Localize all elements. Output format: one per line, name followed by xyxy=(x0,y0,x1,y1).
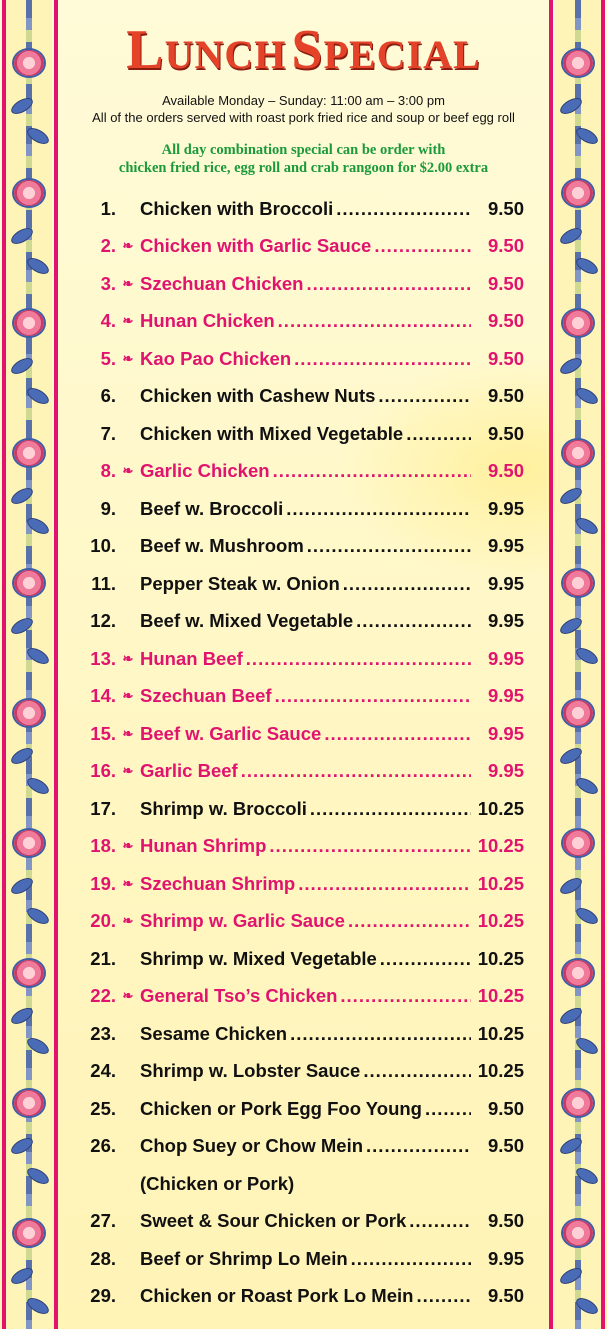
menu-item xyxy=(78,828,524,866)
item-price: 10.25 xyxy=(477,835,524,857)
menu-item xyxy=(78,978,524,1016)
dot-leader xyxy=(294,348,471,370)
flower-ornament xyxy=(14,1090,44,1116)
chili-icon: ❧ xyxy=(122,988,134,1004)
item-name: Chicken with Cashew Nuts xyxy=(140,385,376,407)
item-name: Chicken with Mixed Vegetable xyxy=(140,422,404,444)
dot-leader xyxy=(416,1285,471,1307)
title-letter: S xyxy=(291,19,324,81)
title-letter: L xyxy=(126,19,165,81)
dot-leader xyxy=(298,873,471,895)
chili-icon: ❧ xyxy=(122,313,134,329)
item-number: 5. xyxy=(100,347,116,369)
item-price: 9.95 xyxy=(487,497,524,519)
menu-item xyxy=(78,415,524,453)
chili-icon: ❧ xyxy=(122,838,134,854)
dot-leader xyxy=(351,1248,471,1270)
item-name: Garlic Chicken xyxy=(140,460,270,482)
item-price: 10.25 xyxy=(477,947,524,969)
menu-item xyxy=(78,1015,524,1053)
flower-ornament xyxy=(14,1220,44,1246)
item-number: 23. xyxy=(90,1022,116,1044)
right-decorative-border xyxy=(555,0,601,1329)
item-number: 1. xyxy=(100,197,116,219)
item-number: 22. xyxy=(90,985,116,1007)
item-price: 9.95 xyxy=(487,572,524,594)
item-subtitle: (Chicken or Pork) xyxy=(140,1172,295,1194)
chili-icon: ❧ xyxy=(122,725,134,741)
menu-item xyxy=(78,190,524,228)
flower-ornament xyxy=(563,1220,593,1246)
left-decorative-border xyxy=(6,0,52,1329)
item-name: Chicken or Pork Egg Foo Young xyxy=(140,1097,422,1119)
menu-item xyxy=(78,790,524,828)
item-number: 7. xyxy=(100,422,116,444)
dot-leader xyxy=(343,573,471,595)
combo-line-2: chicken fried rice, egg roll and crab rangoon for $2.00 extra xyxy=(118,160,489,176)
item-number: 2. xyxy=(100,235,116,257)
item-price: 9.95 xyxy=(487,610,524,632)
item-price: 9.95 xyxy=(487,535,524,557)
title-part: UNCH xyxy=(164,32,287,77)
menu-item xyxy=(78,265,524,303)
dot-leader xyxy=(306,273,471,295)
menu-item xyxy=(78,753,524,791)
availability-info xyxy=(0,92,607,126)
item-price: 9.50 xyxy=(487,347,524,369)
item-number: 9. xyxy=(100,497,116,519)
item-number: 28. xyxy=(90,1247,116,1269)
item-number: 12. xyxy=(90,610,116,632)
item-name: Szechuan Beef xyxy=(140,685,272,707)
chili-icon: ❧ xyxy=(122,650,134,666)
dot-leader xyxy=(269,835,471,857)
item-name: Garlic Beef xyxy=(140,760,238,782)
chili-icon: ❧ xyxy=(122,238,134,254)
item-price: 10.25 xyxy=(477,1022,524,1044)
menu-item xyxy=(78,940,524,978)
menu-item xyxy=(78,603,524,641)
item-price: 9.95 xyxy=(487,685,524,707)
item-price: 9.50 xyxy=(487,422,524,444)
flower-ornament xyxy=(14,960,44,986)
item-price: 9.50 xyxy=(487,197,524,219)
item-number: 13. xyxy=(90,647,116,669)
item-number: 26. xyxy=(90,1135,116,1157)
item-number: 21. xyxy=(90,947,116,969)
dot-leader xyxy=(278,310,471,332)
item-name: Shrimp w. Broccoli xyxy=(140,797,307,819)
item-name: Hunan Chicken xyxy=(140,310,275,332)
item-name: Beef w. Mushroom xyxy=(140,535,304,557)
dot-leader xyxy=(324,723,471,745)
dot-leader xyxy=(378,385,471,407)
item-name: Shrimp w. Lobster Sauce xyxy=(140,1060,361,1082)
menu-item xyxy=(78,490,524,528)
flower-ornament xyxy=(563,570,593,596)
menu-item xyxy=(78,528,524,566)
menu-item xyxy=(78,1278,524,1316)
dot-leader xyxy=(307,535,471,557)
flower-ornament xyxy=(14,440,44,466)
menu-item xyxy=(78,340,524,378)
item-number: 8. xyxy=(100,460,116,482)
dot-leader xyxy=(409,1210,471,1232)
item-number: 16. xyxy=(90,760,116,782)
item-price: 9.50 xyxy=(487,272,524,294)
item-price: 10.25 xyxy=(477,797,524,819)
item-price: 9.50 xyxy=(487,460,524,482)
item-price: 9.50 xyxy=(487,310,524,332)
dot-leader xyxy=(348,910,471,932)
dot-leader xyxy=(340,985,471,1007)
flower-ornament xyxy=(14,180,44,206)
dot-leader xyxy=(406,423,471,445)
page-title xyxy=(0,18,607,82)
dot-leader xyxy=(425,1098,471,1120)
item-name: Pepper Steak w. Onion xyxy=(140,572,340,594)
menu-item xyxy=(78,903,524,941)
item-number: 24. xyxy=(90,1060,116,1082)
dot-leader xyxy=(380,948,471,970)
item-name: Sesame Chicken xyxy=(140,1022,288,1044)
flower-ornament xyxy=(563,440,593,466)
menu-item xyxy=(78,640,524,678)
item-name: Beef w. Mixed Vegetable xyxy=(140,610,354,632)
dot-leader xyxy=(286,498,471,520)
flower-ornament xyxy=(14,310,44,336)
item-name: Szechuan Chicken xyxy=(140,272,304,294)
menu-item xyxy=(78,865,524,903)
dot-leader xyxy=(374,235,471,257)
flower-ornament xyxy=(563,1090,593,1116)
dot-leader xyxy=(363,1060,471,1082)
item-number: 19. xyxy=(90,872,116,894)
item-price: 9.95 xyxy=(487,1247,524,1269)
item-name: Chop Suey or Chow Mein xyxy=(140,1135,364,1157)
item-name: Chicken with Garlic Sauce xyxy=(140,235,372,257)
item-price: 9.50 xyxy=(487,1135,524,1157)
item-price: 9.95 xyxy=(487,722,524,744)
item-name: Chicken with Broccoli xyxy=(140,197,334,219)
menu-item xyxy=(78,228,524,266)
chili-icon: ❧ xyxy=(122,463,134,479)
flower-ornament xyxy=(563,700,593,726)
item-name: Beef w. Garlic Sauce xyxy=(140,722,322,744)
item-name: Shrimp w. Garlic Sauce xyxy=(140,910,345,932)
menu-item xyxy=(78,1203,524,1241)
item-price: 9.50 xyxy=(487,1285,524,1307)
item-name: Szechuan Shrimp xyxy=(140,872,296,894)
item-number: 29. xyxy=(90,1285,116,1307)
item-number: 20. xyxy=(90,910,116,932)
item-number: 11. xyxy=(91,572,116,594)
item-name: Beef or Shrimp Lo Mein xyxy=(140,1247,348,1269)
dot-leader xyxy=(366,1135,471,1157)
item-price: 9.50 xyxy=(487,1210,524,1232)
item-number: 17. xyxy=(90,797,116,819)
item-number: 25. xyxy=(90,1097,116,1119)
item-price: 10.25 xyxy=(477,985,524,1007)
menu-item xyxy=(78,1090,524,1128)
availability-hours: Available Monday – Sunday: 11:00 am – 3:00 pm xyxy=(162,93,445,108)
flower-ornament xyxy=(563,960,593,986)
menu-item xyxy=(78,1053,524,1091)
dot-leader xyxy=(275,685,471,707)
item-number: 15. xyxy=(90,722,116,744)
chili-icon: ❧ xyxy=(122,350,134,366)
chili-icon: ❧ xyxy=(122,913,134,929)
dot-leader xyxy=(290,1023,471,1045)
flower-ornament xyxy=(14,570,44,596)
chili-icon: ❧ xyxy=(122,875,134,891)
flower-ornament xyxy=(563,830,593,856)
item-name: Hunan Shrimp xyxy=(140,835,267,857)
item-number: 18. xyxy=(90,835,116,857)
served-with-note: All of the orders served with roast pork fried rice and soup or beef egg roll xyxy=(92,110,515,125)
item-number: 6. xyxy=(100,385,116,407)
item-price: 9.95 xyxy=(487,760,524,782)
chili-icon: ❧ xyxy=(122,275,134,291)
item-name: Kao Pao Chicken xyxy=(140,347,292,369)
dot-leader xyxy=(356,610,471,632)
combo-line-1: All day combination special can be order with xyxy=(161,142,446,158)
dot-leader xyxy=(310,798,471,820)
dot-leader xyxy=(273,460,471,482)
dot-leader xyxy=(336,198,471,220)
item-name: Hunan Beef xyxy=(140,647,243,669)
flower-ornament xyxy=(563,180,593,206)
item-price: 9.50 xyxy=(487,1097,524,1119)
dot-leader xyxy=(246,648,471,670)
menu-item xyxy=(78,453,524,491)
menu-item xyxy=(78,1128,524,1166)
dot-leader xyxy=(241,760,471,782)
item-name: Sweet & Sour Chicken or Pork xyxy=(140,1210,407,1232)
item-price: 10.25 xyxy=(477,872,524,894)
flower-ornament xyxy=(14,700,44,726)
item-number: 3. xyxy=(100,272,116,294)
title-part: PECIAL xyxy=(323,32,481,77)
menu-item xyxy=(78,1240,524,1278)
item-number: 10. xyxy=(90,535,116,557)
item-number: 27. xyxy=(90,1210,116,1232)
item-price: 10.25 xyxy=(477,1060,524,1082)
item-name: General Tso’s Chicken xyxy=(140,985,338,1007)
chili-icon: ❧ xyxy=(122,688,134,704)
chili-icon: ❧ xyxy=(122,763,134,779)
menu-item xyxy=(78,378,524,416)
item-price: 9.95 xyxy=(487,647,524,669)
item-price: 9.50 xyxy=(487,385,524,407)
item-price: 10.25 xyxy=(477,910,524,932)
item-price: 9.50 xyxy=(487,235,524,257)
menu-item xyxy=(78,678,524,716)
menu-item xyxy=(78,715,524,753)
combination-note xyxy=(0,141,607,177)
flower-ornament xyxy=(14,830,44,856)
item-name: Chicken or Roast Pork Lo Mein xyxy=(140,1285,414,1307)
item-name: Shrimp w. Mixed Vegetable xyxy=(140,947,377,969)
flower-ornament xyxy=(563,310,593,336)
item-name: Beef w. Broccoli xyxy=(140,497,284,519)
menu-item xyxy=(78,303,524,341)
item-number: 14. xyxy=(90,685,116,707)
item-number: 4. xyxy=(100,310,116,332)
menu-list xyxy=(78,190,524,1315)
menu-item xyxy=(78,565,524,603)
